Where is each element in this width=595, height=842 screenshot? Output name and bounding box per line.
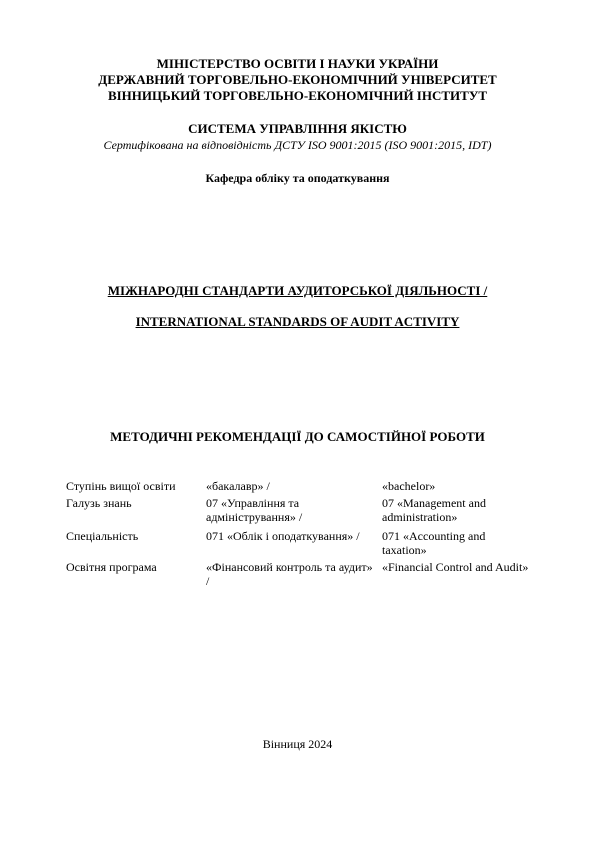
info-value-en: 07 «Management and administration» — [382, 496, 486, 524]
university-heading: ДЕРЖАВНИЙ ТОРГОВЕЛЬНО-ЕКОНОМІЧНИЙ УНІВЕРСИТЕТ — [98, 72, 497, 87]
course-title-ukrainian: МІЖНАРОДНІ СТАНДАРТИ АУДИТОРСЬКОЇ ДІЯЛЬНОСТІ / — [107, 283, 488, 298]
info-value-en: «Financial Control and Audit» — [382, 560, 529, 574]
info-value-ua: 071 «Облік і оподаткування» / — [206, 529, 360, 543]
city-year: Вінниця 2024 — [262, 737, 333, 751]
info-value-ua: «бакалавр» / — [206, 479, 270, 493]
quality-system-heading: СИСТЕМА УПРАВЛІННЯ ЯКІСТЮ — [188, 121, 407, 136]
info-value-en: 071 «Accounting and taxation» — [382, 529, 486, 557]
info-label: Освітня програма — [66, 560, 157, 574]
info-label: Спеціальність — [66, 529, 139, 543]
info-value-en: «bachelor» — [382, 479, 436, 493]
info-label: Ступінь вищої освіти — [66, 479, 176, 493]
institute-heading: ВІННИЦЬКИЙ ТОРГОВЕЛЬНО-ЕКОНОМІЧНИЙ ІНСТИТУТ — [107, 88, 488, 103]
info-label: Галузь знань — [66, 496, 132, 510]
course-title-english: INTERNATIONAL STANDARDS OF AUDIT ACTIVITY — [135, 314, 460, 329]
info-value-ua: 07 «Управління та адміністрування» / — [206, 496, 303, 524]
department-name: Кафедра обліку та оподаткування — [205, 171, 390, 185]
certification-note: Сертифікована на відповідність ДСТУ ISO 9001:2015 (ISO 9001:2015, IDT) — [103, 138, 492, 152]
info-value-ua: «Фінансовий контроль та аудит» / — [206, 560, 373, 588]
ministry-heading: МІНІСТЕРСТВО ОСВІТИ І НАУКИ УКРАЇНИ — [156, 56, 439, 71]
document-subtitle: МЕТОДИЧНІ РЕКОМЕНДАЦІЇ ДО САМОСТІЙНОЇ РОБОТИ — [110, 429, 485, 444]
